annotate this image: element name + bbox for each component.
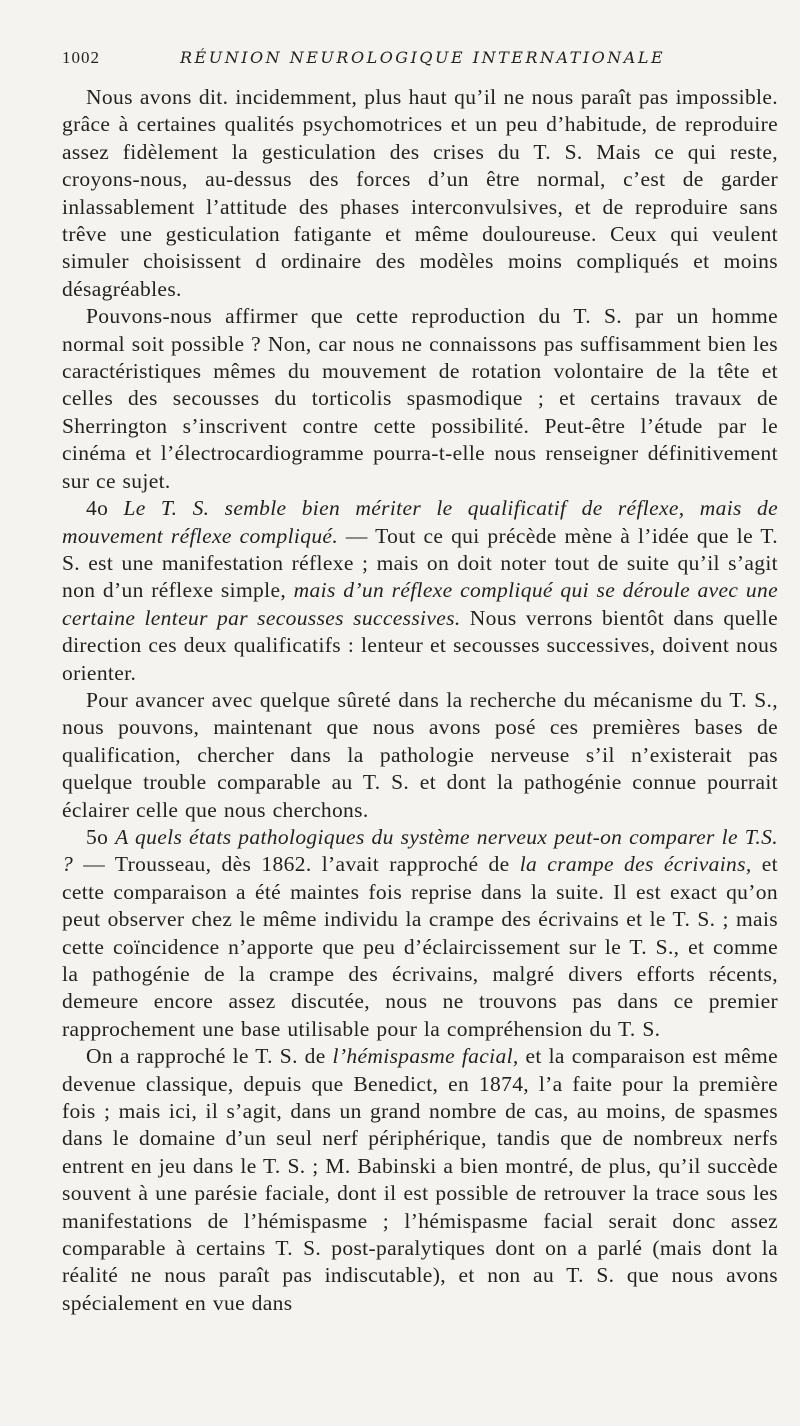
paragraph [62,495,778,687]
paragraph-text: — Trousseau, dès 1862. l’avait rapproché de [73,852,520,877]
paragraph-text: et cette comparaison a été maintes fois reprise dans la suite. Il est exact qu’on peut observer chez le même individu la crampe des écrivains et le T. S. ; mais cette coïncidence n’apporte que peu d’éclaircissement sur le T. S., et comme la pathogénie de la crampe des écrivains, malgré divers efforts récents, demeure encore assez discutée, nous ne trouvons pas dans ce premier rapprochement une base utilisable pour la compréhension du T. S. [62,852,778,1041]
paragraph [62,1043,778,1317]
emphasis-text: mais d’un réflexe compliqué qui se déroule avec une certaine lenteur par secousses successives. [62,578,778,630]
paragraph: Pouvons-nous affirmer que cette reproduction du T. S. par un homme normal soit possible ? Non, car nous ne connaissons pas suffisamment bien les caractéristiques mêmes du mouvement de rotation volontaire de la tête et celles des secousses du torticolis spasmodique ; et certains travaux de Sherrington s’inscrivent contre cette possibilité. Peut-être l’étude par le cinéma et l’électrocardiogramme pourra-t-elle nous renseigner définitivement sur ce sujet. [62,304,778,493]
section-number: 5o [86,824,109,849]
page-number: 1002 [62,48,100,67]
paragraph-text: Nous verrons bientôt dans quelle direction ces deux qualificatifs : lenteur et secousses successives, doivent nous orienter. [62,605,778,685]
section-heading: A quels états pathologiques du système nerveux peut-on comparer le T.S. ? [62,824,778,877]
paragraph [62,824,778,1043]
paragraph: Nous avons dit. incidemment, plus haut qu’il ne nous paraît pas impossible. grâce à certaines qualités psychomotrices et un peu d’habitude, de reproduire assez fidèlement la gesticulation des crises du T. S. Mais ce qui reste, croyons-nous, au-dessus des forces d’un être normal, c’est de garder inlassablement l’attitude des phases interconvulsives, et de reproduire sans trêve une gesticulation fatigante et même douloureuse. Ceux qui veulent simuler choisissent d ordinaire des modèles moins compliqués et moins désagréables. [62,85,778,301]
paragraph-text: On a rapproché le T. S. de [86,1044,333,1069]
section-heading: Le T. S. semble bien mériter le qualificatif de réflexe, mais de mouvement réflexe compliqué. [62,496,778,548]
section-number: 4o [86,496,109,521]
paragraph: Pour avancer avec quelque sûreté dans la recherche du mécanisme du T. S., nous pouvons, maintenant que nous avons posé ces premières bases de qualification, chercher dans la pathologie nerveuse s’il n’existerait pas quelque trouble comparable au T. S. et dont la pathogénie connue pourrait éclairer celle que nous cherchons. [62,687,778,822]
paragraph-text: — Tout ce qui précède mène à l’idée que le T. S. est une manifestation réflexe ; mais on doit noter tout de suite qu’il s’agit non d’un réflexe simple, [62,523,778,603]
paragraph-text: et la comparaison est même devenue classique, depuis que Benedict, en 1874, l’a faite pour la première fois ; mais ici, il s’agit, dans un grand nombre de cas, au moins, de spasmes dans le domaine d’un seul nerf périphérique, tandis que de nombreux nerfs entrent en jeu dans le T. S. ; M. Babinski a bien montré, de plus, qu’il succède souvent à une parésie faciale, dont il est possible de retrouver la trace sous les manifestations de l’hémispasme ; l’hémispasme facial serait donc assez comparable à certains T. S. post-paralytiques dont on a parlé (mais dont la réalité ne nous paraît pas indiscutable), et non au T. S. que nous avons spécialement en vue dans [62,1044,778,1315]
emphasis-text: la crampe des écrivains, [519,852,752,877]
running-title: RÉUNION NEUROLOGIQUE INTERNATIONALE [180,48,666,67]
page-header [62,48,778,68]
emphasis-text: l’hémispasme facial, [332,1044,519,1069]
body-text [62,84,778,1317]
